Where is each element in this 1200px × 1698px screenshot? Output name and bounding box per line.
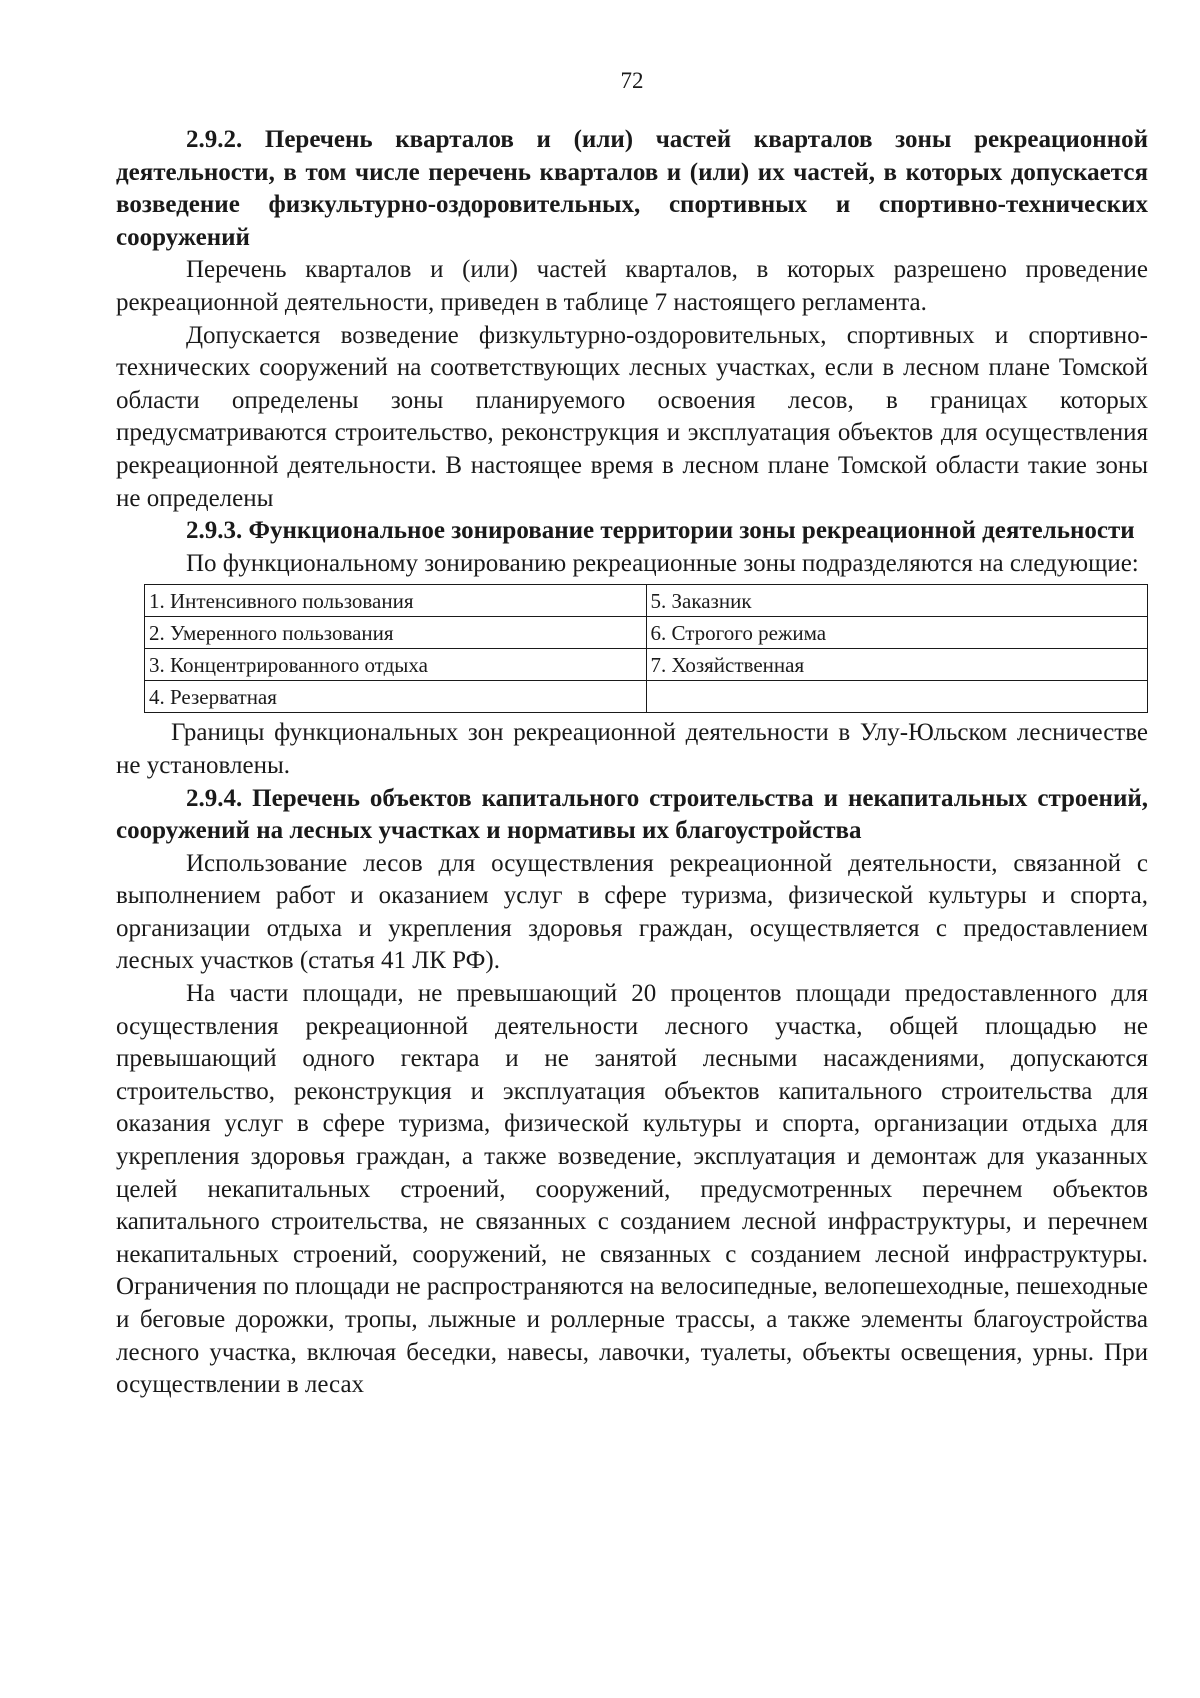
section-2-9-4-paragraph-2: На части площади, не превышающий 20 процентов площади предоставленного для осуществления рекреационной деятельности лесного участка, общей площадью не превышающий одного гектара и не занятой лесными насаждениями, допускаются строительство, реконструкция и эксплуатация объектов капитального строительства для оказания услуг в сфере туризма, физической культуры и спорта, организации отдыха для укрепления здоровья граждан, а также возведение, эксплуатация и демонтаж для указанных целей некапитальных строений, сооружений, предусмотренных перечнем объектов капитального строительства, не связанных с созданием лесной инфраструктуры, и перечнем некапитальных строений, сооружений, не связанных с созданием лесной инфраструктуры. Ограничения по площади не распространяются на велосипедные, велопешеходные, пешеходные и беговые дорожки, тропы, лыжные и роллерные трассы, а также элементы благоустройства лесного участка, включая беседки, навесы, лавочки, туалеты, объекты освещения, урны. При осуществлении в лесах bbox=[116, 980, 1148, 1399]
section-2-9-4-heading: 2.9.4. Перечень объектов капитального строительства и некапитальных строений, сооружений на лесных участках и нормативы их благоустройства bbox=[116, 784, 1148, 845]
table-row bbox=[145, 617, 1148, 649]
section-2-9-2-paragraph-2: Допускается возведение физкультурно-оздоровительных, спортивных и спортивно-технических сооружений на соответствующих лесных участках, если в лесном плане Томской области определены зоны планируемого освоения лесов, в границах которых предусматриваются строительство, реконструкция и эксплуатация объектов для осуществления рекреационной деятельности. В настоящее время в лесном плане Томской области такие зоны не определены bbox=[116, 321, 1148, 512]
table-cell: 6. Строгого режима bbox=[646, 617, 1148, 649]
page-content bbox=[116, 124, 1148, 1402]
section-2-9-2-heading: 2.9.2. Перечень кварталов и (или) частей кварталов зоны рекреационной деятельности, в том числе перечень кварталов и (или) их частей, в которых допускается возведение физкультурно-оздоровительных, спортивных и спортивно-технических сооружений bbox=[116, 126, 1148, 251]
table-cell: 4. Резерватная bbox=[145, 681, 647, 713]
section-2-9-4-paragraph-1: Использование лесов для осуществления рекреационной деятельности, связанной с выполнением работ и оказанием услуг в сфере туризма, физической культуры и спорта, организации отдыха и укрепления здоровья граждан, осуществляется с предоставлением лесных участков (статья 41 ЛК РФ). bbox=[116, 849, 1148, 975]
page-number: 72 bbox=[620, 68, 644, 93]
table-cell: 2. Умеренного пользования bbox=[145, 617, 647, 649]
table-cell bbox=[646, 681, 1148, 713]
table-cell: 1. Интенсивного пользования bbox=[145, 585, 647, 617]
section-2-9-3-paragraph-2: Границы функциональных зон рекреационной деятельности в Улу-Юльском лесничестве не установлены. bbox=[116, 719, 1148, 779]
table-cell: 5. Заказник bbox=[646, 585, 1148, 617]
functional-zones-table bbox=[144, 584, 1148, 713]
table-row bbox=[145, 585, 1148, 617]
table-cell: 3. Концентрированного отдыха bbox=[145, 649, 647, 681]
table-cell: 7. Хозяйственная bbox=[646, 649, 1148, 681]
section-2-9-3-heading: 2.9.3. Функциональное зонирование территории зоны рекреационной деятельности bbox=[186, 517, 1135, 545]
table-row bbox=[145, 681, 1148, 713]
section-2-9-2-paragraph-1: Перечень кварталов и (или) частей кварталов, в которых разрешено проведение рекреационной деятельности, приведен в таблице 7 настоящего регламента. bbox=[116, 256, 1148, 316]
section-2-9-3-paragraph-1: По функциональному зонированию рекреационные зоны подразделяются на следующие: bbox=[186, 549, 1139, 577]
table-row bbox=[145, 649, 1148, 681]
